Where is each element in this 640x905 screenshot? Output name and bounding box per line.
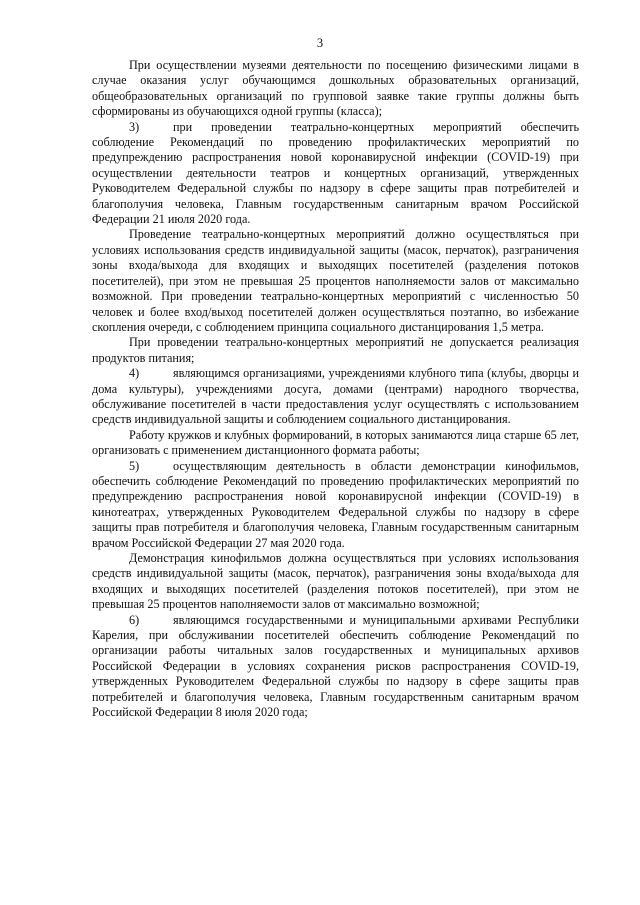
list-item bbox=[92, 120, 579, 228]
item-number: 3) bbox=[129, 119, 140, 134]
item-text: при проведении театрально-концертных мероприятий обеспечить соблюдение Рекомендаций по проведению профилактических мероприятий по предупреждению распространения новой коронавирусной инфекции (COVID-19) при осуществлении деятельности театров и концертных организаций, утвержденных Руководителем Федеральной службы по надзору в сфере защиты прав потребителей и благополучия человека, Главным государственным санитарным врачом Российской Федерации 21 июля 2020 года. bbox=[92, 119, 579, 227]
item-number: 5) bbox=[129, 458, 140, 473]
page-number: 3 bbox=[316, 36, 324, 50]
list-item bbox=[92, 613, 579, 721]
paragraph: При осуществлении музеями деятельности по посещению физическими лицами в случае оказания услуг обучающимся дошкольных образовательных организаций, общеобразовательных организаций по групповой заявке такие группы должны быть сформированы из обучающихся одной группы (класса); bbox=[92, 58, 579, 119]
item-text: являющимся государственными и муниципальными архивами Республики Карелия, при обслуживании посетителей обеспечить соблюдение Рекомендаций по организации работы читальных залов государственных и муниципальных архивов Российской Федерации в условиях сохранения рисков распространения COVID-19, утвержденных Руководителем Федеральной службы по надзору в сфере защиты прав потребителей и благополучия человека, Главным государственным санитарным врачом Российской Федерации 8 июля 2020 года; bbox=[92, 612, 579, 720]
item-text: осуществляющим деятельность в области демонстрации кинофильмов, обеспечить соблюдение Рекомендаций по проведению профилактических мероприятий по предупреждению распространения новой коронавирусной инфекции (COVID-19) в кинотеатрах, утвержденных Руководителем Федеральной службы по надзору в сфере защиты прав потребителя и благополучия человека, Главным государственным санитарным врачом Российской Федерации 27 мая 2020 года. bbox=[92, 458, 579, 550]
list-item bbox=[92, 366, 579, 428]
item-text: являющимся организациями, учреждениями клубного типа (клубы, дворцы и дома культуры), учреждениями досуга, домами (центрами) народного творчества, обслуживание посетителей в части предоставления услуг осуществлять с использованием средств индивидуальной защиты и соблюдением социального дистанцирования. bbox=[92, 366, 579, 427]
paragraph: Работу кружков и клубных формирований, в которых занимаются лица старше 65 лет, организовать с применением дистанционного формата работы; bbox=[92, 427, 579, 458]
list-item bbox=[92, 459, 579, 551]
document-body bbox=[92, 58, 579, 720]
paragraph: Проведение театрально-концертных мероприятий должно осуществляться при условиях использования средств индивидуальной защиты (масок, перчаток), разграничения зоны входа/выхода для входящих и выходящих посетителей (разделения потоков посетителей), при этом не превышая 25 процентов наполняемости залов от максимально возможной. При проведении театрально-концертных мероприятий с численностью 50 человек и более вход/выход посетителей должен осуществляться поэтапно, во избежание скопления очереди, с соблюдением принципа социального дистанцирования 1,5 метра. bbox=[92, 227, 579, 334]
item-number: 6) bbox=[129, 612, 140, 627]
item-number: 4) bbox=[129, 366, 140, 381]
paragraph: При проведении театрально-концертных мероприятий не допускается реализация продуктов питания; bbox=[92, 335, 579, 365]
paragraph: Демонстрация кинофильмов должна осуществляться при условиях использования средств индивидуальной защиты (масок, перчаток), разграничения зоны входа/выхода для входящих и выходящих посетителей (разделения потоков посетителей), при этом не превышая 25 процентов наполняемости залов от максимально возможной; bbox=[92, 551, 579, 612]
